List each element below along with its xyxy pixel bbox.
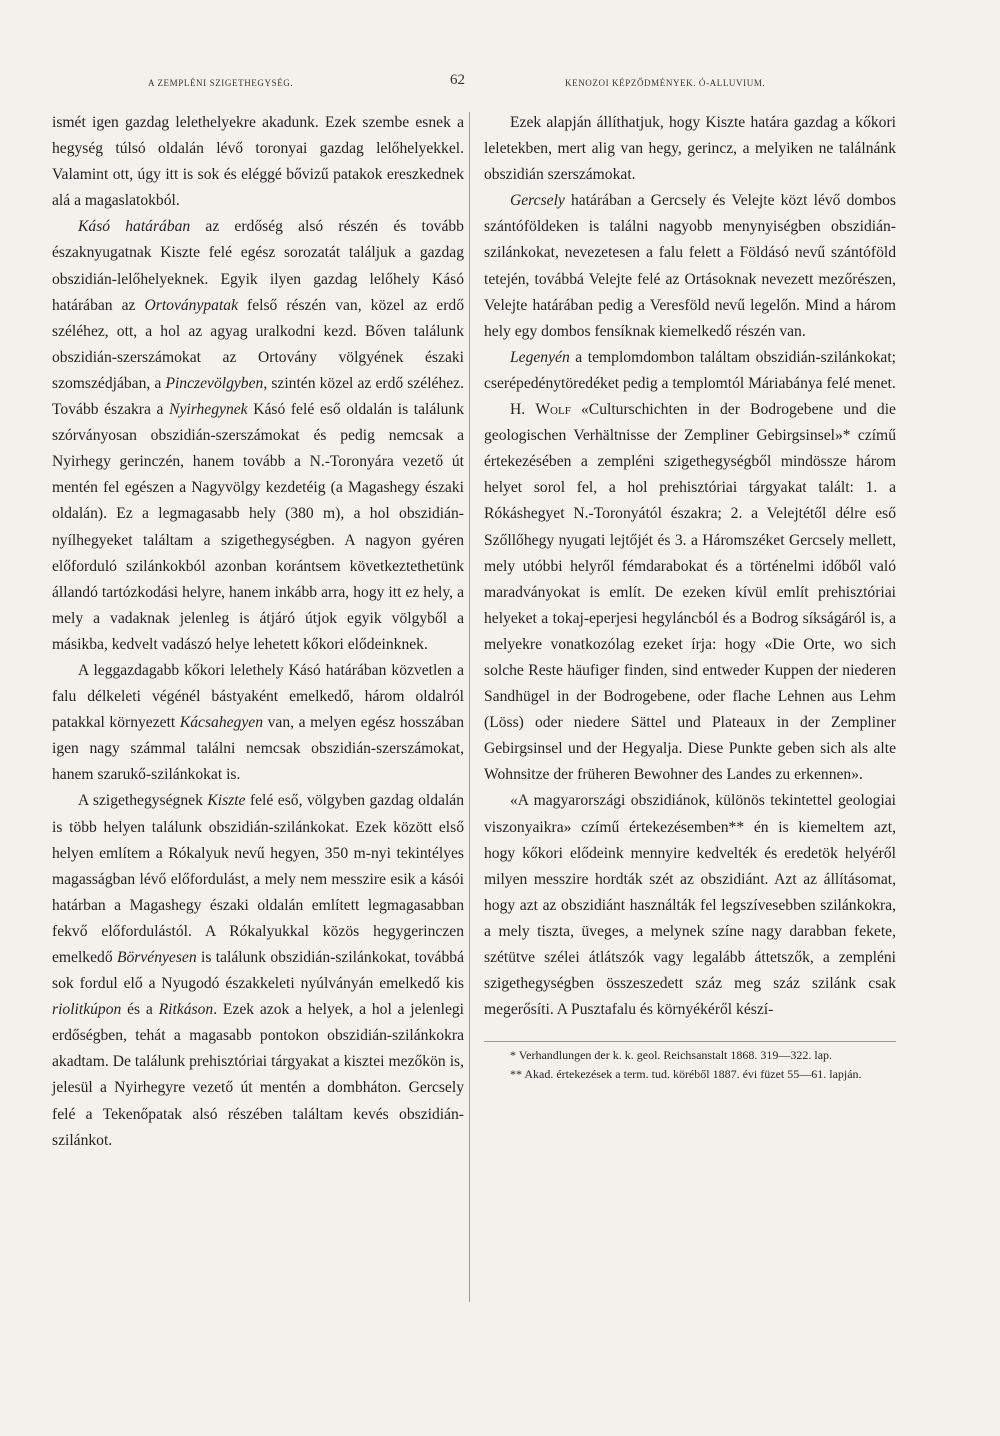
italic-place-name: Pinczevölgyben (165, 374, 264, 392)
paragraph: «A magyarországi obszidiánok, különös tekintettel geologiai viszonyaikra» czímű értekezésemben** én is kiemeltem azt, hogy kőkori elődeink mennyire kedvelték és eredetök helyéről milyen messzire hordták szét az obszidiánt. Azt az állításomat, hogy azt az obszidiánt használták fel legszívesebben szilánkokra, a mely tiszta, üveges, a melynek színe nagy darabban fekete, szétütve szélei átlátszók vagy legalább áttetszők, a zempléni szigethegységben összeszedett száz meg száz szilánk csak megerősíti. A Pusztafalu és környékéről készí- (484, 792, 896, 1019)
footnotes (484, 1041, 896, 1084)
italic-place-name: Gercsely (510, 192, 565, 210)
header-right-title: KENOZOI KÉPZŐDMÉNYEK. Ó-ALLUVIUM. (565, 78, 766, 88)
author-name: Wolf (535, 401, 571, 419)
right-column (484, 110, 896, 1084)
left-column (52, 110, 464, 1154)
italic-place-name: Ritkáson (158, 1001, 214, 1019)
paragraph: Ezek alapján állíthatjuk, hogy Kiszte határa gazdag a kőkori leletekben, mert alig van hegy, gerincz, a melyiken ne találnánk obszidián szerszámokat. (484, 114, 896, 184)
footnote: * Verhandlungen der k. k. geol. Reichsanstalt 1868. 319—322. lap. (510, 1048, 833, 1063)
paragraph: ismét igen gazdag lelethelyekre akadunk. Ezek szembe esnek a hegység túlsó oldalán lévő toronyai gazdag lelőhelyekkel. Valamint ott, úgy itt is sok és eléggé bővizű patakok ereszkednek alá a magaslatokból. (52, 114, 464, 210)
italic-place-name: Nyirhegynek (169, 401, 248, 419)
footnote: ** Akad. értekezések a term. tud. köréből 1887. évi füzet 55—61. lapján. (510, 1067, 862, 1082)
italic-place-name: riolitkúpon (52, 1001, 122, 1019)
italic-place-name: Legenyén (510, 348, 570, 366)
running-header (0, 74, 1000, 94)
page-number: 62 (450, 72, 465, 88)
paragraph: Legenyén a templomdombon találtam obszidián-szilánkokat; cserépedénytöredéket pedig a templomtól Máriabánya felé menet. (484, 348, 896, 392)
paragraph: Gercsely határában a Gercsely és Velejte közt lévő dombos szántóföldeken is találni nagyobb menynyiségben obszidián-szilánkokat, nevezetesen a falu felett a Földásó nevű szántóföld tetején, továbbá Velejte felé az Ortásoknak nevezett mezőrészen, Velejte határában pedig a Veresföld nevű legelőn. Mind a három hely egy dombos fensíknak kiemelkedő részén van. (484, 192, 896, 340)
paragraph: A leggazdagabb kőkori lelethely Kásó határában közvetlen a falu délkeleti végénél bástyaként emelkedő, három oldalról patakkal környezett Kácsahegyen van, a melyen egész hosszában igen nagy számmal találni nemcsak obszidián-szerszámokat, hanem szarukő-szilánkokat is. (52, 661, 464, 784)
italic-place-name: Ortoványpatak (144, 296, 239, 314)
header-left-title: A ZEMPLÉNI SZIGETHEGYSÉG. (148, 78, 294, 88)
italic-place-name: Kásó határában (78, 218, 191, 236)
italic-place-name: Kiszte (207, 792, 246, 810)
italic-place-name: Kácsahegyen (179, 714, 263, 732)
paragraph: H. Wolf «Culturschichten in der Bodrogebene und die geologischen Verhältnisse der Zempliner Gebirgsinsel»* czímű értekezésében a zempléni szigethegységből mindössze három helyet sorol fel, a hol prehisztóriai tárgyakat talált: 1. a Rókáshegyet N.-Toronyától északra; 2. a Velejtétől délre eső Szőllőhegy nyugati lejtőjét és 3. a Háromszéket Gercsely mellett, mely utóbbi helyről fémdarabokat és a történelmi időből való maradványokat is említ. De ezeken kívül említ prehisztóriai helyeket a tokaj-eperjesi hegyláncból és a Bodrog síkságáról is, a melyekre vonatkozólag ezeket írja: hogy «Die Orte, wo sich solche Reste häufiger finden, sind entweder Kuppen der niederen Sandhügel in der Bodrogebene, oder flache Lehnen aus Lehm (Löss) oder niedere Sättel und Plateaux in der Zempliner Gebirgsinsel und der Hegyalja. Diese Punkte geben sich als alte Wohnsitze der früheren Bewohner des Landes zu erkennen». (484, 401, 896, 784)
paragraph: Kásó határában az erdőség alsó részén és tovább északnyugatnak Kiszte felé egész sorozatát találjuk a gazdag obszidián-lelőhelyeknek. Egyik ilyen gazdag lelőhely Kásó határában az Ortoványpatak felső részén van, közel az erdő széléhez, ott, a hol az agyag uralkodni kezd. Bőven találunk obszidián-szerszámokat az Ortovány völgyének északi szomszédjában, a Pinczevölgyben, szintén közel az erdő széléhez. Tovább északra a Nyirhegynek Kásó felé eső oldalán is találunk szórványosan obszidián-szerszámokat és pedig nemcsak a Nyirhegy gerinczén, hanem tovább a N.-Toronyára vezető út mentén fel egészen a Nagyvölgy kezdetéig (a Magashegy északi oldalán). Ez a legmagasabb hely (380 m), a hol obszidián-nyílhegyeket találtam a szigethegységben. A nagyon gyéren előforduló szilánkokból azonban korántsem következtethetünk állandó tartózkodási helyre, hanem inkább arra, hogy itt ez hely, a mely a vadaknak jelenleg is átjáró útjok egyik völgyből a másikba, kedvelt vadászó helye lehetett kőkori elődeinknek. (52, 218, 465, 653)
paragraph: A szigethegységnek Kiszte felé eső, völgyben gazdag oldalán is több helyen találunk obszidián-szilánkokat. Ezek között első helyen említem a Rókalyuk nevű hegyen, 350 m-nyi tekintélyes magasságban lévő előfordulást, a mely nem messzire esik a kásói határban a Magashegy északi oldalán említett legmagasabban fekvő előfordulástól. A Rókalyukkal közös hegygerinczen emelkedő Börvényesen is találunk obszidián-szilánkokat, továbbá sok fordul elő a Nyugodó északkeleti nyúlványán emelkedő kis riolitkúpon és a Ritkáson. Ezek azok a helyek, a hol a jelenlegi erdőségben, tehát a magasabb pontokon obszidián-szilánkokra akadtam. De találunk prehisztóriai tárgyakat a kisztei mezőkön is, jelesül a Nyirhegyre vezető út mentén a dombháton. Gercsely felé a Tekenőpatak alsó részében találtam kevés obszidián-szilánkot. (52, 792, 464, 1149)
column-divider (469, 112, 470, 1302)
italic-place-name: Börvényesen (116, 949, 197, 966)
